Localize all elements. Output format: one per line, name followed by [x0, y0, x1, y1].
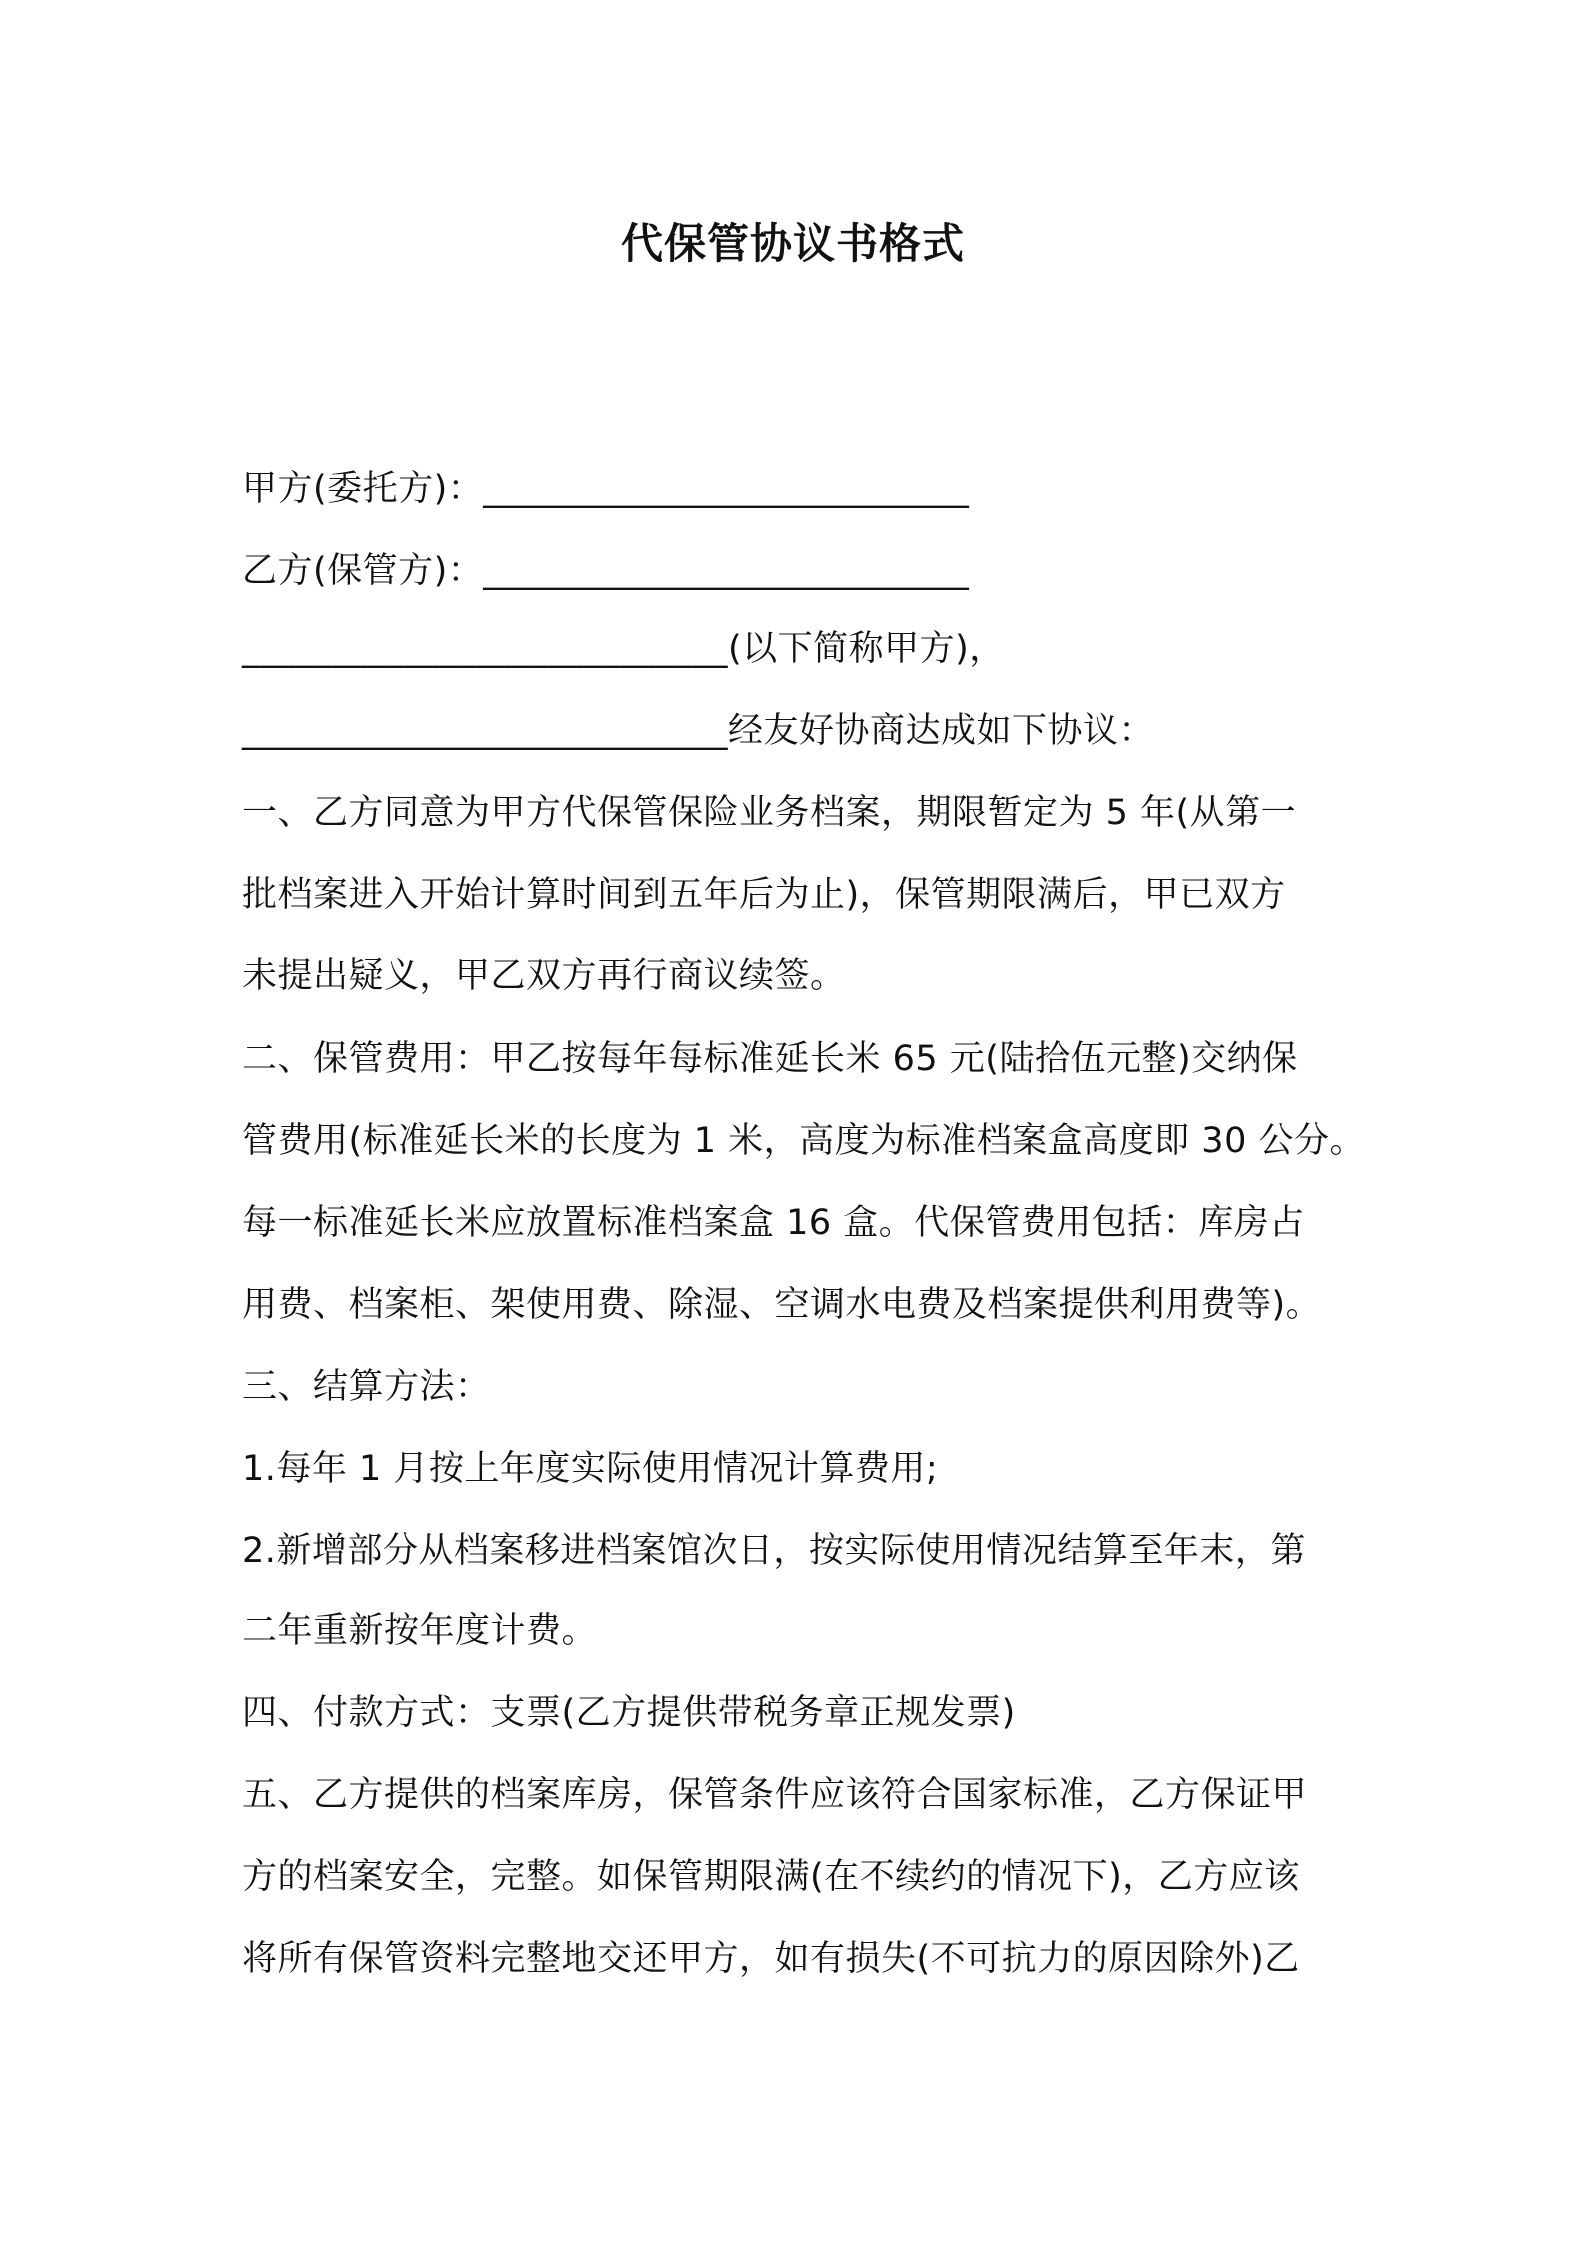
clause-line: 未提出疑义，甲乙双方再行商议续签。	[242, 956, 846, 996]
clause-line: 批档案进入开始计算时间到五年后为止)，保管期限满后，甲已双方	[242, 875, 1286, 915]
clause-line: 二年重新按年度计费。	[242, 1611, 598, 1651]
party-a-line: 甲方(委托方)：___________________________	[242, 469, 970, 509]
clause-line: 三、结算方法：	[242, 1367, 491, 1407]
document-title: 代保管协议书格式	[620, 219, 965, 268]
clause-line: 1.每年 1 月按上年度实际使用情况计算费用;	[242, 1449, 939, 1489]
clause-line: 2.新增部分从档案移进档案馆次日，按实际使用情况结算至年末，第	[242, 1531, 1306, 1571]
clause-line: 每一标准延长米应放置标准档案盒 16 盒。代保管费用包括：库房占	[242, 1203, 1305, 1243]
agreement-intro-line: ___________________________经友好协商达成如下协议：	[242, 711, 1155, 751]
clause-line: 将所有保管资料完整地交还甲方，如有损失(不可抗力的原因除外)乙	[242, 1939, 1300, 1979]
clause-line: 四、付款方式：支票(乙方提供带税务章正规发票)	[242, 1693, 1016, 1733]
party-b-line: 乙方(保管方)：___________________________	[242, 551, 970, 591]
clause-line: 一、乙方同意为甲方代保管保险业务档案，期限暂定为 5 年(从第一	[242, 793, 1297, 833]
clause-line: 方的档案安全，完整。如保管期限满(在不续约的情况下)，乙方应该	[242, 1857, 1300, 1897]
clause-line: 五、乙方提供的档案库房，保管条件应该符合国家标准，乙方保证甲	[242, 1775, 1308, 1815]
clause-line: 二、保管费用：甲乙按每年每标准延长米 65 元(陆拾伍元整)交纳保	[242, 1039, 1298, 1079]
clause-line: 管费用(标准延长米的长度为 1 米，高度为标准档案盒高度即 30 公分。	[242, 1121, 1365, 1161]
party-a-reference-line: ___________________________(以下简称甲方)，	[242, 629, 1005, 669]
clause-line: 用费、档案柜、架使用费、除湿、空调水电费及档案提供利用费等)。	[242, 1285, 1322, 1325]
